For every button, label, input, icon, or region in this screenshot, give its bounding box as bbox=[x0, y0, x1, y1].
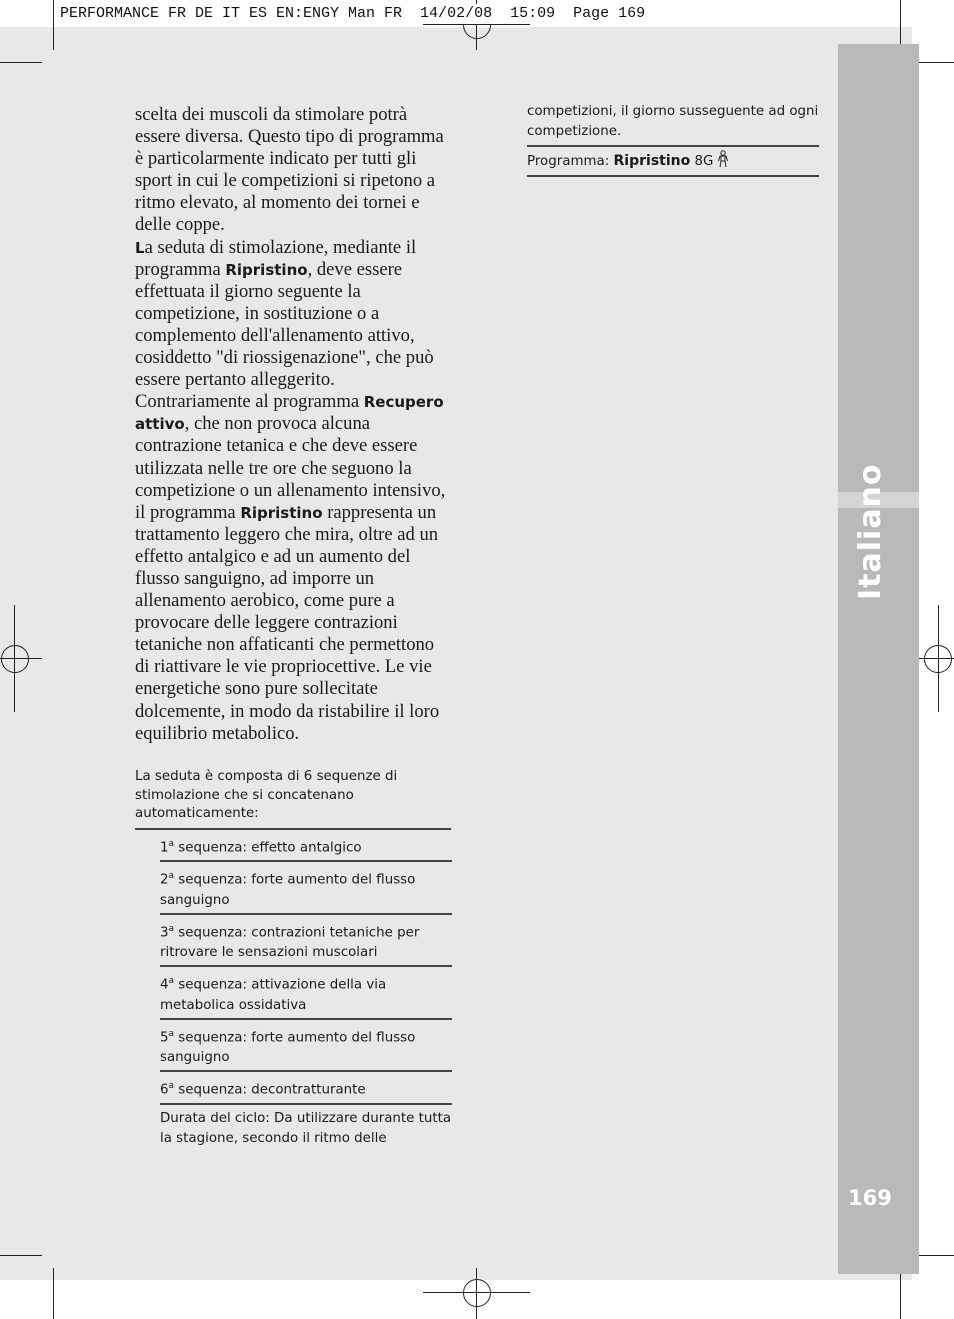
paragraph: scelta dei muscoli da stimolare potrà essere diversa. Questo tipo di programma è particolarmente indicato per tutti gli sport in cui le competizioni si ripetono a ritmo elevato, al momento dei tornei e delle coppe. bbox=[135, 104, 444, 236]
sequence-item: 6$^a$ sequenza: decontratturante bbox=[160, 1072, 452, 1104]
registration-circle bbox=[924, 645, 952, 673]
text-run: , che non provoca alcuna contrazione tetanica e che deve essere utilizzata nelle tre ore che seguono la competizione o un allenamento intensivo, il programma bbox=[135, 413, 446, 523]
sequence-item: 3$^a$ sequenza: contrazioni tetaniche per ritrovare le sensazioni muscolari bbox=[160, 915, 452, 967]
continuation-text: competizioni, il giorno susseguente ad ogni competizione. bbox=[527, 102, 819, 147]
crop-mark bbox=[53, 1268, 54, 1319]
program-name: Ripristino bbox=[613, 153, 691, 169]
sequence-item: 4$^a$ sequenza: attivazione della via metabolica ossidativa bbox=[160, 967, 452, 1019]
sequence-item: 5$^a$ sequenza: forte aumento del flusso sanguigno bbox=[160, 1020, 452, 1072]
program-row bbox=[527, 147, 819, 177]
program-label: Programma: bbox=[527, 154, 614, 169]
print-slug: PERFORMANCE FR DE IT ES EN:ENGY Man FR 14/02/08 15:09 Page 169 bbox=[60, 4, 653, 24]
program-code: 8G bbox=[690, 154, 714, 169]
crop-mark bbox=[0, 1255, 42, 1256]
paragraph bbox=[135, 237, 453, 745]
text-run: a seduta di stimolazione, mediante il programma bbox=[135, 236, 417, 280]
program-name: Ripristino bbox=[240, 503, 323, 522]
crop-mark bbox=[900, 0, 901, 50]
text-run: rappresenta un trattamento leggero che mira, oltre ad un effetto antalgico e ad un aumento del flusso sanguigno, ad imporre un allenamento aerobico, come pure a provocare delle leggere contrazioni tetaniche non affaticanti che permettono di riattivare le vie propriocettive. Le vie energetiche sono pure sollecitate dolcemente, in modo da ristabilire il loro equilibrio metabolico. bbox=[135, 501, 440, 744]
crop-mark bbox=[900, 1268, 901, 1319]
registration-circle bbox=[1, 645, 29, 673]
crop-mark bbox=[53, 0, 54, 50]
body-text-column bbox=[135, 104, 453, 745]
program-name: Ripristino bbox=[225, 260, 308, 279]
page-number: 169 bbox=[848, 1186, 892, 1210]
program-name: Recupero attivo bbox=[135, 393, 444, 434]
registration-circle bbox=[463, 1279, 491, 1307]
language-label: Italiano bbox=[853, 463, 888, 600]
crop-mark bbox=[0, 62, 42, 63]
language-side-tab bbox=[838, 44, 919, 1274]
right-column bbox=[527, 102, 819, 177]
sequence-item: 2$^a$ sequenza: forte aumento del flusso sanguigno bbox=[160, 862, 452, 914]
sequence-item: 1$^a$ sequenza: effetto antalgico bbox=[160, 830, 452, 862]
standing-person-icon bbox=[716, 150, 730, 168]
sequence-list bbox=[160, 830, 452, 1151]
text-run: , deve essere effettuata il giorno seguente la competizione, in sostituzione o a complemento dell'allenamento attivo, cosiddetto "di riossigenazione", che può essere pertanto alleggerito. Contrariamente al programma bbox=[135, 258, 434, 413]
sequence-intro: La seduta è composta di 6 sequenze di stimolazione che si concatenano automaticamente: bbox=[135, 768, 451, 830]
cycle-duration: Durata del ciclo: Da utilizzare durante tutta la stagione, secondo il ritmo delle bbox=[160, 1110, 452, 1146]
drop-initial: L bbox=[135, 238, 145, 257]
